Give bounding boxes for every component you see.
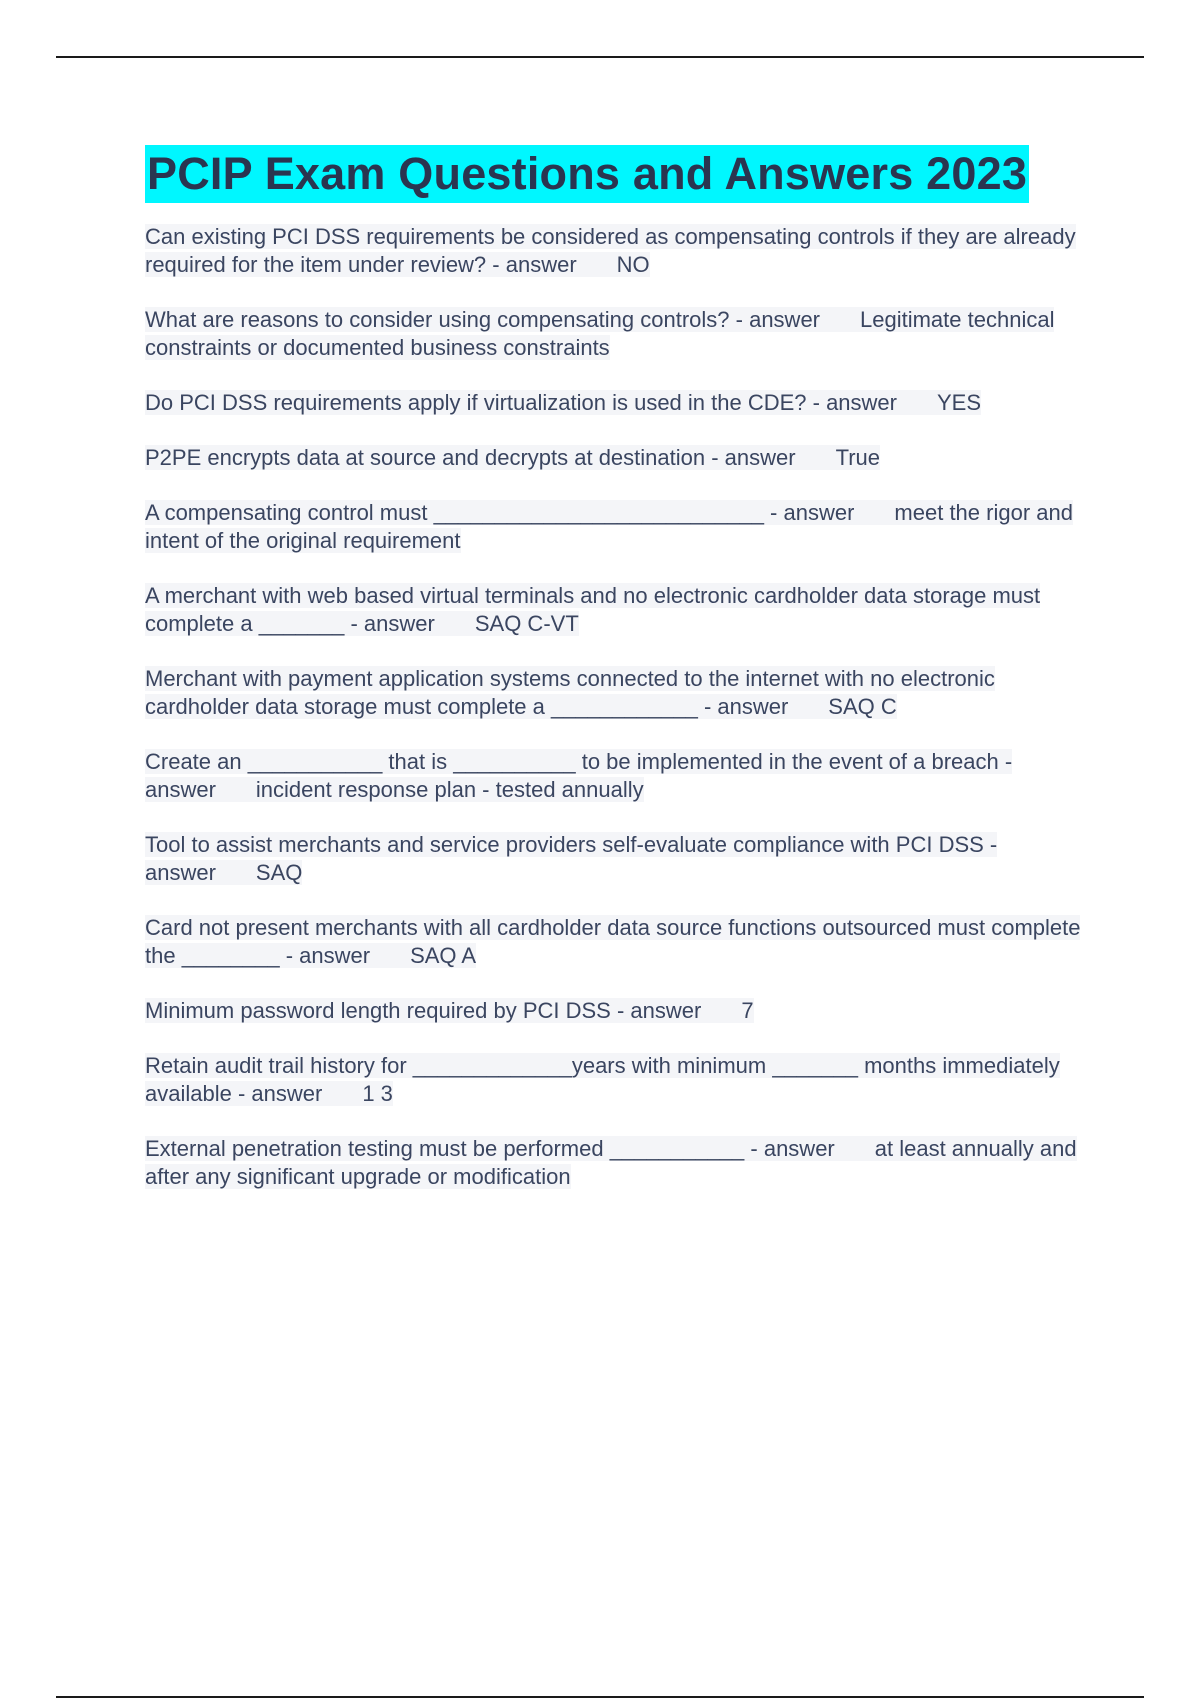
qa-item [145,748,1085,804]
question-text: Minimum password length required by PCI DSS - answer [145,998,702,1023]
answer-text: Legitimate technical constraints or documented business constraints [145,307,1055,360]
qa-item [145,389,1085,417]
question-text: What are reasons to consider using compensating controls? - answer [145,307,821,332]
qa-item [145,582,1085,638]
answer-text: NO [577,252,650,277]
qa-item [145,444,1085,472]
answer-text: SAQ C-VT [435,611,579,636]
qa-item [145,831,1085,887]
qa-item [145,997,1085,1025]
question-text: Create an ___________ that is __________ to be implemented in the event of a breach - answer [145,749,1013,802]
question-text: Card not present merchants with all cardholder data source functions outsourced must complete the ________ - answer [145,915,1081,968]
qa-item [145,223,1085,279]
answer-text: YES [897,390,981,415]
answer-text: 7 [701,998,753,1023]
qa-item [145,1135,1085,1191]
question-text: External penetration testing must be performed ___________ - answer [145,1136,835,1161]
qa-item [145,665,1085,721]
qa-item [145,1052,1085,1108]
answer-text: incident response plan - tested annually [216,777,644,802]
qa-item [145,914,1085,970]
page-title: PCIP Exam Questions and Answers 2023 [147,148,1028,199]
answer-text: meet the rigor and intent of the original requirement [145,500,1073,553]
question-text: Tool to assist merchants and service providers self-evaluate compliance with PCI DSS - answer [145,832,998,885]
question-text: Merchant with payment application systems connected to the internet with no electronic cardholder data storage must complete a ____________ - answer [145,666,995,719]
answer-text: SAQ [216,860,302,885]
question-text: Can existing PCI DSS requirements be considered as compensating controls if they are already required for the item under review? - answer [145,224,1076,277]
answer-text: SAQ C [788,694,896,719]
answer-text: at least annually and after any significant upgrade or modification [145,1136,1077,1189]
qa-list [145,223,1085,1191]
question-text: A compensating control must ___________________________ - answer [145,500,855,525]
question-text: Do PCI DSS requirements apply if virtualization is used in the CDE? - answer [145,390,897,415]
top-divider [56,56,1144,58]
question-text: A merchant with web based virtual terminals and no electronic cardholder data storage must complete a _______ - answer [145,583,1041,636]
bottom-divider [56,1696,1144,1698]
question-text: Retain audit trail history for _____________years with minimum _______ months immediately available - answer [145,1053,1060,1106]
answer-text: True [796,445,880,470]
qa-item [145,306,1085,362]
document-body [145,145,1085,1218]
answer-text: SAQ A [370,943,476,968]
title-highlight [145,145,1029,203]
qa-item [145,499,1085,555]
question-text: P2PE encrypts data at source and decrypts at destination - answer [145,445,796,470]
answer-text: 1 3 [322,1081,393,1106]
